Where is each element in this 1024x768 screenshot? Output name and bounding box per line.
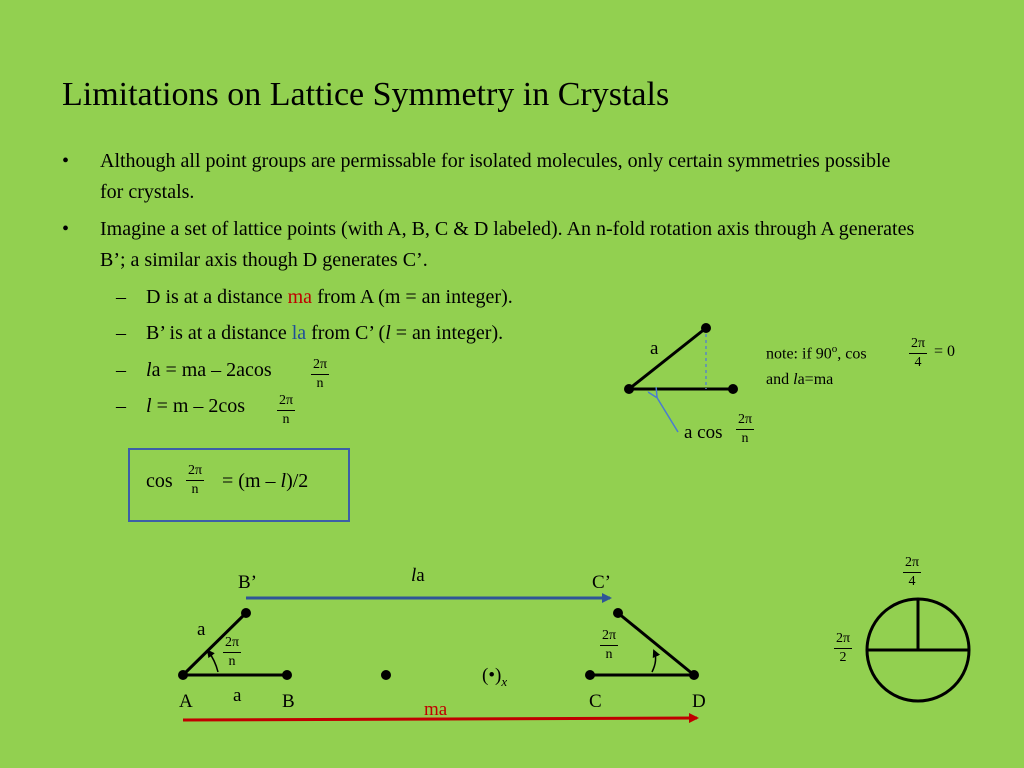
lattice-point [701, 323, 711, 333]
note-text: a=ma [797, 371, 834, 388]
sub-text: = an integer). [390, 322, 504, 344]
frac-num: 2π [834, 632, 852, 649]
slide-title: Limitations on Lattice Symmetry in Crystals [62, 76, 670, 113]
triangle-hypotenuse [629, 328, 706, 389]
lattice-point-c [585, 670, 595, 680]
italic-l: l [146, 395, 152, 417]
frac-num: 2π [311, 358, 329, 375]
sub-text: from A (m = an integer). [312, 286, 513, 308]
sub-text: B’ is at a distance [146, 322, 292, 344]
label-side-a: a [197, 619, 206, 640]
circle-fraction-left [834, 632, 852, 665]
label-a: A [179, 691, 193, 712]
frac-den: n [282, 412, 290, 427]
italic-l: l [280, 470, 287, 492]
lattice-point-d [689, 670, 699, 680]
highlight-la: la [291, 322, 307, 344]
label-bottom-a: a [233, 685, 242, 706]
note-text: , cos [837, 345, 867, 363]
angle-arc-left [208, 651, 218, 672]
highlight-ma: ma [287, 286, 313, 308]
triangle-diagram [624, 323, 738, 432]
sub-dash-3: – [116, 359, 126, 381]
note-text: and [766, 371, 794, 388]
frac-den: n [316, 376, 324, 391]
frac-num: 2π [903, 556, 921, 573]
label-la [411, 565, 425, 587]
lattice-point-bprime [241, 608, 251, 618]
formula-text: a = ma – 2acos [151, 359, 272, 381]
lattice-point [728, 384, 738, 394]
box-text: )/2 [286, 470, 309, 492]
frac-den: n [741, 431, 749, 446]
italic-l: l [411, 565, 417, 586]
frac-den: 4 [914, 355, 922, 370]
bullet-text-2: Imagine a set of lattice points (with A, B, C & D labeled). An n-fold rotation axis through A generates B’; a similar axis though D generates C’. [100, 218, 915, 271]
angle-fraction-right [600, 629, 618, 662]
label-c: C [589, 691, 602, 712]
lattice-point-b [282, 670, 292, 680]
lattice-point-cprime [613, 608, 623, 618]
angle-fraction-left [223, 636, 241, 669]
axis-symbol-text: (•) [482, 665, 502, 686]
axis-subscript: x [501, 673, 508, 689]
bullet-text-1: Although all point groups are permissable for isolated molecules, only certain symmetries possible for crystals. [100, 150, 891, 203]
italic-l: l [146, 359, 152, 381]
lattice-point [624, 384, 634, 394]
frac-num: 2π [909, 337, 927, 354]
note-line-1 [766, 343, 867, 363]
lattice-point-a [178, 670, 188, 680]
frac-den: 2 [839, 650, 847, 665]
label-d: D [692, 691, 706, 712]
frac-num: 2π [736, 413, 754, 430]
axis-symbol [482, 665, 507, 690]
segment-d-cprime [618, 613, 694, 675]
note-text: note: if 90 [766, 345, 832, 363]
frac-num: 2π [600, 629, 618, 646]
italic-l: l [793, 371, 798, 388]
sub-text: D is at a distance [146, 286, 288, 308]
formula-text: = m – 2cos [151, 395, 246, 417]
angle-arc-right [652, 651, 656, 672]
sub-dash-1: – [116, 286, 126, 308]
la-text: a [416, 565, 425, 586]
lattice-point-middle [381, 670, 391, 680]
note-line-2 [766, 371, 833, 389]
label-bprime: B’ [238, 572, 257, 593]
triangle-projection-label: a cos [684, 422, 723, 443]
projection-pointer-arrow [656, 396, 678, 432]
circle-fraction-top [903, 556, 921, 589]
box-text: = (m – [222, 470, 281, 492]
box-cos: cos [146, 470, 173, 492]
sub-dash-4: – [116, 395, 126, 417]
frac-den: n [228, 654, 236, 669]
label-cprime: C’ [592, 572, 611, 593]
bullet-mark-2: • [62, 218, 70, 240]
degree-superscript: o [831, 343, 838, 355]
sub-dash-2: – [116, 322, 126, 344]
frac-den: n [191, 482, 199, 497]
frac-den: n [605, 647, 613, 662]
frac-den: 4 [908, 574, 916, 589]
label-ma: ma [424, 699, 448, 720]
triangle-fraction [736, 413, 754, 446]
note-equals-zero: = 0 [934, 343, 956, 360]
frac-num: 2π [223, 636, 241, 653]
triangle-side-label: a [650, 338, 659, 359]
circle-diagram [867, 599, 969, 701]
note-fraction [909, 337, 927, 370]
frac-num: 2π [186, 464, 204, 481]
italic-l: l [385, 322, 391, 344]
frac-num: 2π [277, 394, 295, 411]
label-b: B [282, 691, 295, 712]
sub-text: from C’ ( [306, 322, 386, 344]
bullet-mark-1: • [62, 150, 70, 172]
